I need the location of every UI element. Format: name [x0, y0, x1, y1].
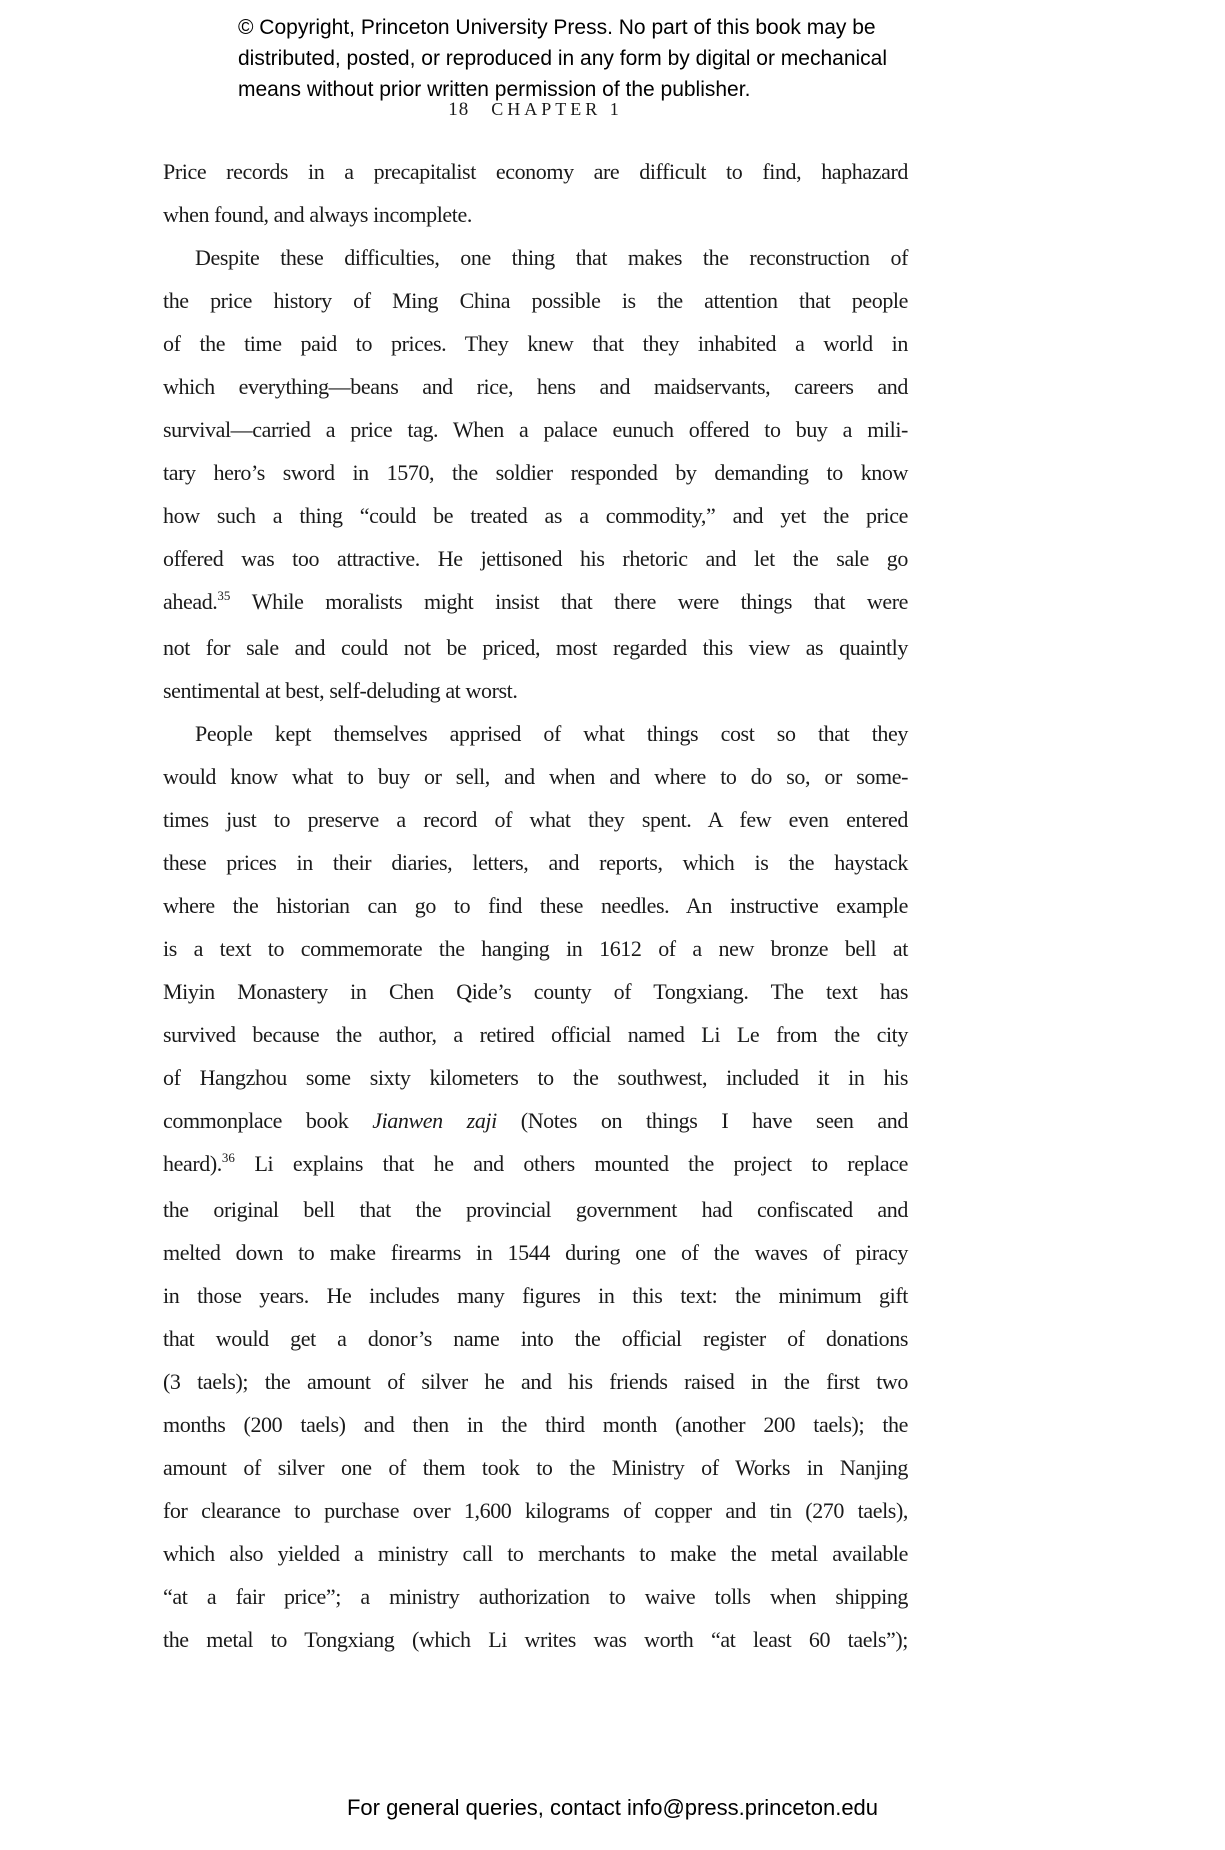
body-line: [163, 798, 908, 841]
body-line: [163, 927, 908, 970]
body-text-segment: While moralists might insist that there were things that were: [230, 589, 908, 614]
body-text-segment: the metal to Tongxiang (which Li writes was worth “at least 60 taels”);: [163, 1627, 908, 1652]
body-text-segment: survived because the author, a retired official named Li Le from the city: [163, 1022, 908, 1047]
body-text-segment: when found, and always incomplete.: [163, 202, 472, 227]
body-line: [163, 193, 908, 236]
body-line: [163, 884, 908, 927]
body-text-segment: Miyin Monastery in Chen Qide’s county of Tongxiang. The text has: [163, 979, 908, 1004]
body-text-segment: times just to preserve a record of what they spent. A few even entered: [163, 807, 908, 832]
body-line: [163, 236, 908, 279]
book-title-italic: Jianwen zaji: [372, 1108, 497, 1133]
body-text-segment: for clearance to purchase over 1,600 kilograms of copper and tin (270 taels),: [163, 1498, 908, 1523]
body-line: [163, 580, 908, 626]
body-line: [163, 322, 908, 365]
running-head: [163, 99, 908, 121]
body-line: [163, 1446, 908, 1489]
body-text-segment: (3 taels); the amount of silver he and his friends raised in the first two: [163, 1369, 908, 1394]
body-line: [163, 408, 908, 451]
body-line: [163, 1231, 908, 1274]
body-text-segment: (Notes on things I have seen and: [496, 1108, 908, 1133]
body-line: [163, 279, 908, 322]
body-line: [163, 626, 908, 669]
footer-contact: For general queries, contact info@press.princeton.edu: [346, 1795, 879, 1820]
body-text-segment: “at a fair price”; a ministry authorization to waive tolls when shipping: [163, 1584, 908, 1609]
page-number: 18: [448, 99, 470, 120]
body-text-segment: these prices in their diaries, letters, and reports, which is the haystack: [163, 850, 908, 875]
body-text-segment: Li explains that he and others mounted the project to replace: [234, 1151, 908, 1176]
body-line: [163, 365, 908, 408]
body-text-segment: survival—carried a price tag. When a palace eunuch offered to buy a mili-: [163, 417, 908, 442]
body-text-segment: melted down to make firearms in 1544 during one of the waves of piracy: [163, 1240, 908, 1265]
body-line: [163, 1056, 908, 1099]
body-text-segment: in those years. He includes many figures in this text: the minimum gift: [163, 1283, 908, 1308]
body-text-segment: which everything—beans and rice, hens and maidservants, careers and: [163, 374, 908, 399]
body-line: [163, 1188, 908, 1231]
body-text-segment: that would get a donor’s name into the official register of donations: [163, 1326, 908, 1351]
body-text-segment: ahead.: [163, 589, 218, 614]
body-line: [163, 755, 908, 798]
body-text-segment: sentimental at best, self-deluding at worst.: [163, 678, 518, 703]
body-line: [163, 841, 908, 884]
body-line: [163, 970, 908, 1013]
copyright-notice: [238, 12, 887, 105]
body-line: [163, 451, 908, 494]
body-line: [163, 494, 908, 537]
body-text-segment: months (200 taels) and then in the third month (another 200 taels); the: [163, 1412, 908, 1437]
body-text-segment: is a text to commemorate the hanging in 1612 of a new bronze bell at: [163, 936, 908, 961]
chapter-label: CHAPTER 1: [491, 99, 623, 119]
body-line: [163, 150, 908, 193]
footnote-marker: 35: [217, 588, 231, 603]
body-text-segment: would know what to buy or sell, and when and where to do so, or some-: [163, 764, 908, 789]
footnote-marker: 36: [221, 1150, 235, 1165]
body-line: [163, 1360, 908, 1403]
body-text-segment: tary hero’s sword in 1570, the soldier responded by demanding to know: [163, 460, 908, 485]
body-text-segment: not for sale and could not be priced, most regarded this view as quaintly: [163, 635, 908, 660]
copyright-line: means without prior written permission of the publisher.: [238, 78, 751, 101]
body-line: [163, 669, 908, 712]
body-text-segment: the price history of Ming China possible is the attention that people: [163, 288, 908, 313]
body-text-segment: of the time paid to prices. They knew that they inhabited a world in: [163, 331, 908, 356]
body-text-segment: the original bell that the provincial government had confiscated and: [163, 1197, 908, 1222]
body-line: [163, 1575, 908, 1618]
copyright-line: © Copyright, Princeton University Press. No part of this book may be: [238, 16, 876, 39]
body-text-segment: Despite these difficulties, one thing that makes the reconstruction of: [195, 245, 908, 270]
body-line: [163, 1274, 908, 1317]
body-line: [163, 1532, 908, 1575]
body-text-segment: commonplace book: [163, 1108, 373, 1133]
body-line: [163, 1403, 908, 1446]
body-text-segment: People kept themselves apprised of what things cost so that they: [195, 721, 908, 746]
body-text-segment: Price records in a precapitalist economy are difficult to find, haphazard: [163, 159, 908, 184]
copyright-line: distributed, posted, or reproduced in any form by digital or mechanical: [238, 47, 888, 70]
body-text-segment: of Hangzhou some sixty kilometers to the southwest, included it in his: [163, 1065, 908, 1090]
body-line: [163, 712, 908, 755]
body-text-segment: amount of silver one of them took to the Ministry of Works in Nanjing: [163, 1455, 908, 1480]
body-text-segment: heard).: [163, 1151, 222, 1176]
body-text-segment: which also yielded a ministry call to merchants to make the metal available: [163, 1541, 908, 1566]
body-text-segment: offered was too attractive. He jettisoned his rhetoric and let the sale go: [163, 546, 908, 571]
body-text-segment: how such a thing “could be treated as a commodity,” and yet the price: [163, 503, 908, 528]
body-line: [163, 1489, 908, 1532]
body-line: [163, 1618, 908, 1661]
body-text-segment: where the historian can go to find these needles. An instructive example: [163, 893, 908, 918]
body-line: [163, 537, 908, 580]
body-line: [163, 1099, 908, 1142]
body-line: [163, 1142, 908, 1188]
body-line: [163, 1317, 908, 1360]
body-line: [163, 1013, 908, 1056]
body-text: [163, 150, 908, 1661]
